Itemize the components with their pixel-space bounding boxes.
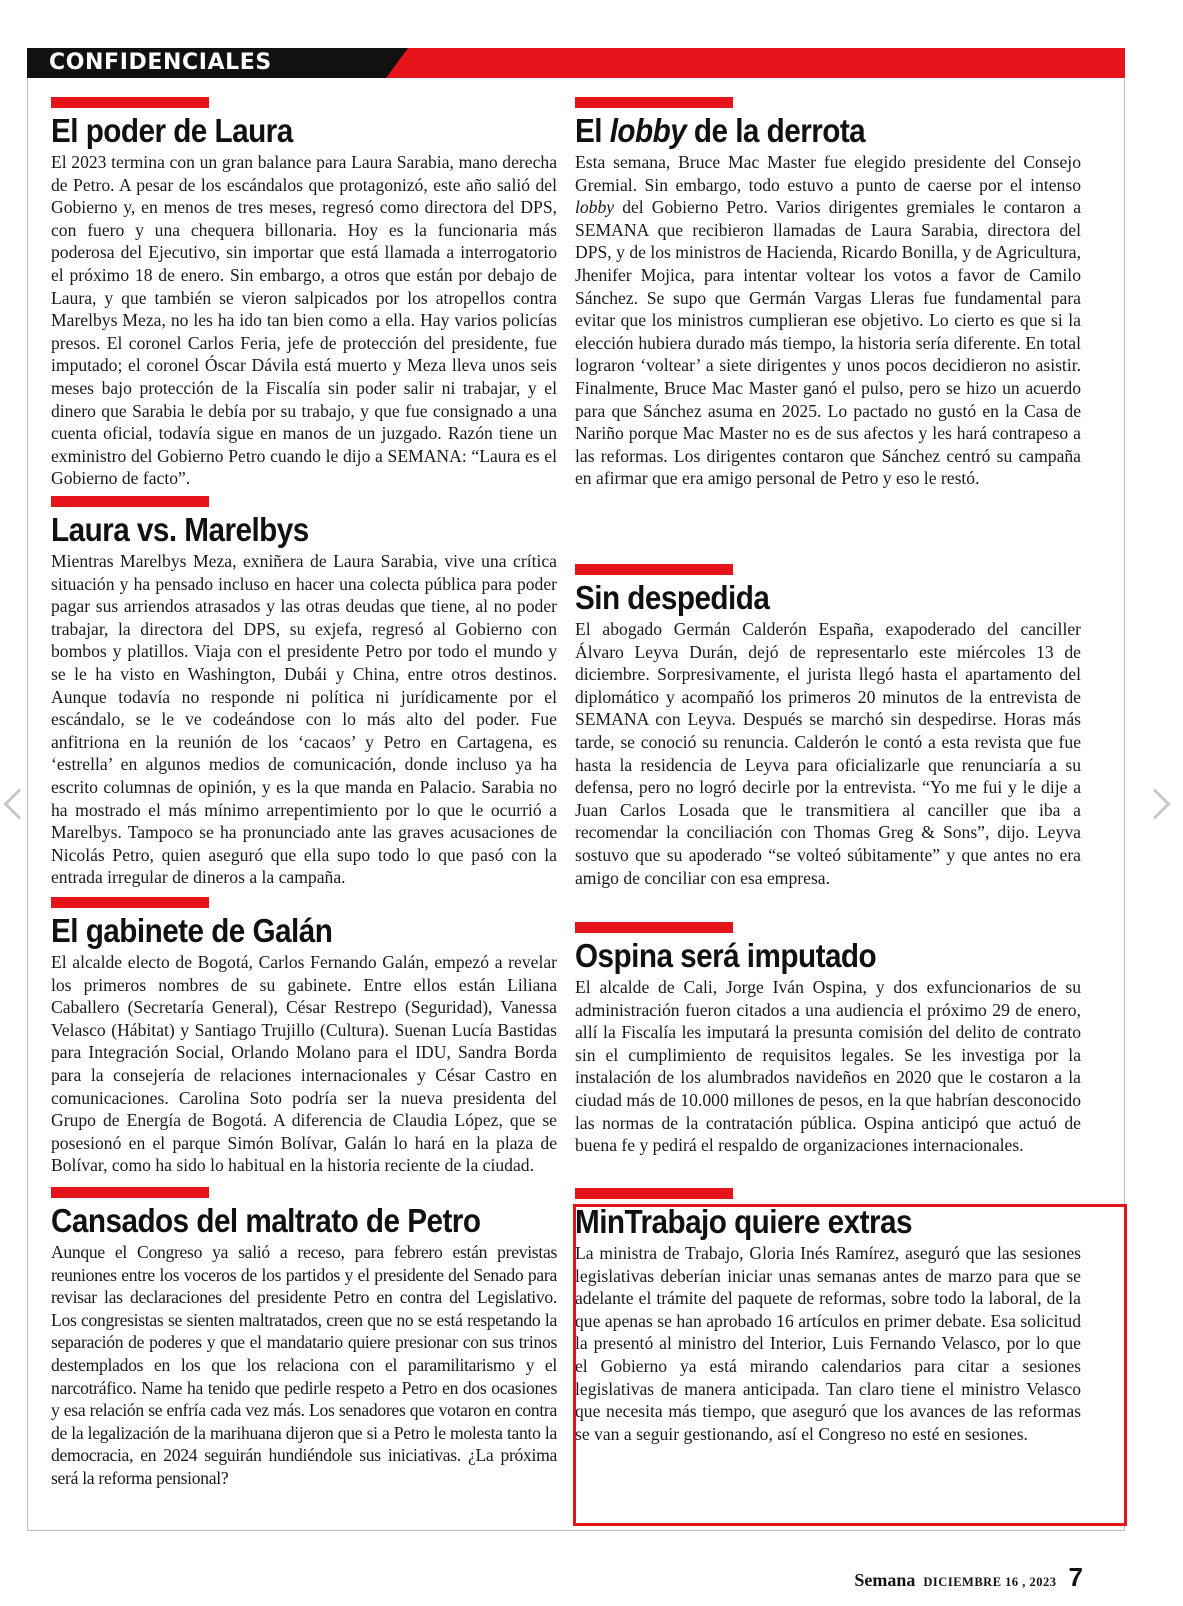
article-body	[575, 151, 1081, 490]
article-sin-despedida	[575, 564, 1081, 889]
magazine-name: Semana	[854, 1570, 916, 1590]
article-accent-bar	[51, 97, 209, 108]
article-accent-bar	[51, 1187, 209, 1198]
article-el-lobby-de-la-derrota	[575, 97, 1081, 490]
article-ospina-sera-imputado	[575, 922, 1081, 1157]
article-body: El alcalde de Cali, Jorge Iván Ospina, y dos exfuncionarios de su administración fueron citados a una audiencia el próximo 29 de enero, allí la Fiscalía les imputará la presunta comisión del delito de contrato sin el cumplimiento de requisitos legales. Se les investiga por la instalación de los alumbrados navideños en 2020 que le costaron a la ciudad más de 10.000 millones de pesos, en la que habrían desconocido las normas de la contratación pública. Ospina anticipó que actuó de buena fe y pedirá el respaldo de organizaciones internacionales.	[575, 977, 1081, 1156]
issue-date: DICIEMBRE 16 , 2023	[923, 1575, 1057, 1589]
article-accent-bar	[51, 897, 209, 908]
article-laura-vs-marelbys	[51, 496, 557, 889]
article-accent-bar	[575, 564, 733, 575]
article-body: El 2023 termina con un gran balance para Laura Sarabia, mano derecha de Petro. A pesar de los escándalos que protagonizó, este año salió del Gobierno y, en menos de tres meses, regresó como directora del DPS, con fuero y una chequera billonaria. Hoy es la funcionaria más poderosa del Ejecutivo, sin importar que está llamada a interrogatorio el próximo 18 de enero. Sin embargo, a otros que están por debajo de Laura, y que también se vieron salpicados por los atropellos contra Marelbys Meza, no les ha ido tan bien como a ella. Hay varios policías presos. El coronel Carlos Feria, jefe de protección del presidente, fue imputado; el coronel Óscar Dávila está muerto y Meza lleva unos seis meses bajo protección de la Fiscalía sin poder salir ni trabajar, y el dinero que Sarabia le debía por su trabajo, y que fue consignado a una cuenta oficial, todavía sigue en manos de un juzgado. Razón tiene un exministro del Gobierno Petro cuando le dijo a SEMANA: “Laura es el Gobierno de facto”.	[51, 152, 557, 489]
title-part: de la derrota	[686, 112, 866, 149]
article-title: Ospina será imputado	[575, 937, 877, 974]
article-accent-bar	[575, 97, 733, 108]
next-page-chevron-icon[interactable]	[1139, 788, 1170, 819]
article-accent-bar	[575, 922, 733, 933]
body-part: Esta semana, Bruce Mac Master fue elegido presidente del Consejo Gremial. Sin embargo, todo estuvo a punto de caerse por el intenso	[575, 152, 1081, 195]
article-body: Mientras Marelbys Meza, exniñera de Laura Sarabia, vive una crítica situación y ha pensado incluso en hacer una colecta pública para poder pagar sus arriendos atrasados y las otras deudas que tiene, al no poder trabajar, la directora del DPS, su exjefa, regresó al Gobierno con bombos y platillos. Viaja con el presidente Petro por todo el mundo y se le ha visto en Washington, Dubái y China, entre otros destinos. Aunque todavía no responde ni política ni jurídicamente por el escándalo, se le ve codeándose con lo más alto del poder. Fue anfitriona en la reunión de los ‘cacaos’ y Petro en Cartagena, es ‘estrella’ en algunos medios de comunicación, donde incluso ya ha escrito columnas de opinión, y es la que manda en Palacio. Sarabia no ha mostrado el más mínimo arrepentimiento por lo que le ocurrió a Marelbys. Tampoco se ha pronunciado ante las graves acusaciones de Nicolás Petro, quien aseguró que ella supo todo lo que pasó con la entrada irregular de dineros a la campaña.	[51, 551, 557, 888]
section-title: CONFIDENCIALES	[49, 50, 272, 75]
body-part: del Gobierno Petro. Varios dirigentes gremiales le contaron a SEMANA que recibieron llamadas de Laura Sarabia, directora del DPS, y de los ministros de Hacienda, Ricardo Bonilla, y de Agricultura, Jhenifer Mojica, para intentar voltear los votos a favor de Camilo Sánchez. Se supo que Germán Vargas Lleras fue fundamental para evitar que los ministros cumplieran ese objetivo. Lo cierto es que si la elección hubiera durado más tiempo, la historia sería diferente. En total lograron ‘voltear’ a siete dirigentes y unos pocos decidieron no asistir. Finalmente, Bruce Mac Master ganó el pulso, pero se hizo un acuerdo para que Sánchez asuma en 2025. Lo pactado no gustó en la Casa de Nariño porque Mac Master no es de sus afectos y les hará contrapeso a las reformas. Los dirigentes contaron que Sánchez centró su campaña en afirmar que era amigo personal de Petro y eso le restó.	[575, 197, 1081, 489]
article-title: MinTrabajo quiere extras	[575, 1203, 912, 1240]
article-cansados-del-maltrato	[51, 1187, 557, 1490]
title-part-italic: lobby	[609, 112, 687, 149]
article-title: El gabinete de Galán	[51, 912, 333, 949]
article-title	[575, 112, 1030, 150]
article-el-poder-de-laura	[51, 97, 557, 490]
article-body: El abogado Germán Calderón España, exapoderado del canciller Álvaro Leyva Durán, dejó de representarlo este miércoles 13 de diciembre. Sorpresivamente, el jurista llegó hasta el apartamento del diplomático y acompañó los primeros 20 minutos de la entrevista de SEMANA con Leyva. Después se marchó sin despedirse. Horas más tarde, se conoció su renuncia. Calderón le contó a esta revista que fue hasta la residencia de Leyva para oficializarle que renunciaría a su defensa, pero no logró decirle por la entrevista. “Yo me fui y le dije a Juan Carlos Losada que le transmitiera al canciller que iba a recomendar la conciliación con Thomas Greg & Sons”, dijo. Leyva sostuvo que su apoderado “se volteó súbitamente” y que antes no era amigo de conciliar con esa empresa.	[575, 619, 1081, 888]
page-footer	[854, 1562, 1083, 1592]
article-title: El poder de Laura	[51, 112, 293, 149]
article-accent-bar	[575, 1188, 733, 1199]
article-body: El alcalde electo de Bogotá, Carlos Fernando Galán, empezó a revelar los primeros nombres de su gabinete. Entre ellos están Liliana Caballero (Secretaría General), César Restrepo (Seguridad), Vanessa Velasco (Hábitat) y Santiago Trujillo (Cultura). Suenan Lucía Bastidas para Integración Social, Orlando Molano para el IDU, Sandra Borda para la consejería de relaciones internacionales y César Castro en comunicaciones. Carolina Soto podría ser la nueva presidenta del Grupo de Energía de Bogotá. A diferencia de Claudia López, que se posesionó en el parque Simón Bolívar, Galán lo hará en la plaza de Bolívar, como ha sido lo habitual en la historia reciente de la ciudad.	[51, 952, 557, 1176]
article-title: Cansados del maltrato de Petro	[51, 1202, 481, 1239]
article-accent-bar	[51, 496, 209, 507]
title-part: El	[575, 112, 610, 149]
article-title: Sin despedida	[575, 579, 770, 616]
article-mintrabajo-quiere-extras	[575, 1188, 1081, 1445]
article-title: Laura vs. Marelbys	[51, 511, 309, 548]
article-el-gabinete-de-galan	[51, 897, 557, 1177]
article-body: La ministra de Trabajo, Gloria Inés Ramírez, aseguró que las sesiones legislativas deberían iniciar unas semanas antes de marzo para que se adelante el trámite del paquete de reformas, sobre todo la laboral, de la que apenas se han aprobado 16 artículos en primer debate. Esa solicitud la presentó al ministro del Interior, Luis Fernando Velasco, por lo que el Gobierno ya está mirando calendarios para citar a sesiones legislativas de manera anticipada. Tan claro tiene el ministro Velasco que necesita más tiempo, que aseguró que los avances de las reformas se van a seguir gestionando, así el Congreso no esté en sesiones.	[575, 1243, 1081, 1444]
page-number: 7	[1068, 1562, 1083, 1592]
article-body: Aunque el Congreso ya salió a receso, para febrero están previstas reuniones entre los voceros de los partidos y el presidente del Senado para revisar las declaraciones del presidente Petro en contra del Legislativo. Los congresistas se sienten maltratados, creen que no se está respetando la separación de poderes y que el mandatario quiere presionar con sus trinos destemplados en los que los relaciona con el paramilitarismo y el narcotráfico. Name ha tenido que pedirle respeto a Petro en dos ocasiones y esa relación se enfría cada vez más. Los senadores que votaron en contra de la legalización de la marihuana dijeron que si a Petro le molesta tanto la democracia, en 2024 seguirán hundiéndole sus iniciativas. ¿La próxima será la reforma pensional?	[51, 1242, 557, 1488]
section-banner	[27, 48, 1125, 78]
body-part-italic: lobby	[575, 197, 615, 218]
